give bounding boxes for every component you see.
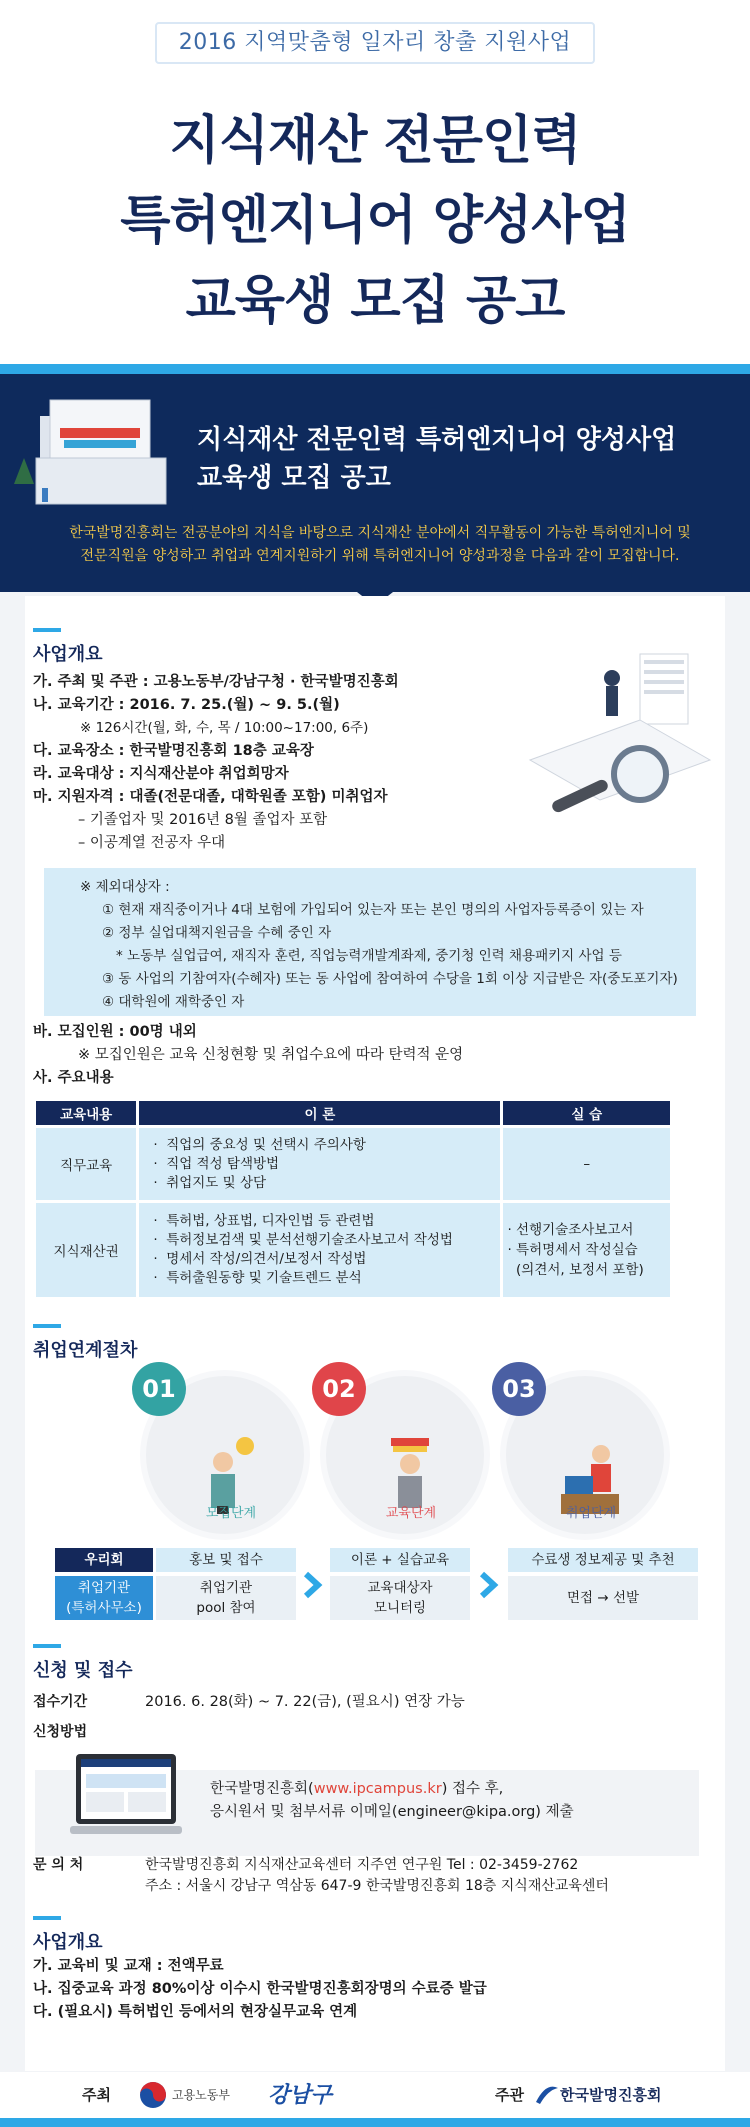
table-cell-name: 지식재산권 [36,1203,136,1297]
table-cell-name: 직무교육 [36,1128,136,1200]
theory-item: · 특허정보검색 및 분석선행기술조사보고서 작성법 [153,1232,453,1248]
theory-text: 명세서 작성/의견서/보정서 작성법 [166,1251,367,1267]
intro-line-2: 전문직원을 양성하고 취업과 연계지원하기 위해 특허엔지니어 양성과정을 다음과 같이 모집합니다. [80,548,680,564]
table-header: 이 론 [139,1101,500,1125]
flow-partner [55,1576,153,1620]
table-cell-practice: – [503,1128,670,1200]
ipcampus-link[interactable]: www.ipcampus.kr [313,1781,442,1797]
overview-line: 라. 교육대상 : 지식재산분야 취업희망자 [33,766,289,782]
band-title-line-2: 교육생 모집 공고 [197,463,391,493]
chevron-right-icon [298,1570,328,1600]
title-line-1: 지식재산 전문인력 [169,111,581,171]
organizer-label: 주관 [495,2086,524,2104]
flow-col1-title: 홍보 및 접수 [156,1548,296,1572]
recruit-note: ※ 모집인원은 교육 신청현황 및 취업수요에 따라 탄력적 운영 [78,1047,464,1063]
overview-line: – 기졸업자 및 2016년 8월 졸업자 포함 [78,812,328,828]
contact-line-2: 주소 : 서울시 강남구 역삼동 647-9 한국발명진흥회 18층 지식재산교육센터 [145,1878,609,1894]
period-value: 2016. 6. 28(화) ~ 7. 22(금), (필요시) 연장 가능 [145,1694,465,1710]
theory-text: 특허정보검색 및 분석선행기술조사보고서 작성법 [166,1232,453,1248]
accent-bar [0,364,750,374]
band-intro [40,522,720,568]
theory-item: · 직업의 중요성 및 선택시 주의사항 [153,1136,366,1153]
theory-text: 직업의 중요성 및 선택시 주의사항 [166,1136,366,1153]
theory-text: 취업지도 및 상담 [166,1174,267,1191]
overview-heading: 사업개요 [33,640,103,666]
practice-text: · 선행기술조사보고서 [507,1222,634,1238]
exclusion-item: ③ 동 사업의 기참여자(수혜자) 또는 동 사업에 참여하여 수당을 1회 이상 지급받은 자(중도포기자) [102,971,678,987]
curriculum-table [33,1098,673,1300]
flow-us-label: 우리회 [55,1548,153,1572]
table-row [36,1128,670,1200]
exclusion-box [44,868,696,1016]
theory-text: 직업 적성 탐색방법 [166,1155,280,1172]
flow-col2-title: 이론 + 실습교육 [330,1548,470,1572]
period-label: 접수기간 [33,1694,88,1710]
intro-line-1: 한국발명진흥회는 전공분야의 지식을 바탕으로 지식재산 분야에서 직무활동이 가능한 특허엔지니어 및 [69,525,691,541]
flow-col3: 면접 → 선발 [508,1576,698,1620]
method-label: 신청방법 [33,1724,88,1740]
flow-col2 [330,1576,470,1620]
step-label: 취업단계 [565,1506,617,1521]
folder-illustration-icon [10,388,180,508]
step-label: 교육단계 [385,1506,437,1521]
practice-text: · 특허명세서 작성실습 [507,1242,638,1258]
taegeuk-logo-icon [138,2080,168,2110]
content-label: 사. 주요내용 [33,1070,114,1086]
flow-col3-title: 수료생 정보제공 및 추천 [508,1548,698,1572]
contact-line-1: 한국발명진흥회 지식재산교육센터 지주연 연구원 Tel : 02-3459-2762 [145,1857,579,1873]
overview-line: – 이공계열 전공자 우대 [78,835,226,851]
partner-line: 취업기관 [77,1580,131,1596]
flow-text: 취업기관 [199,1580,253,1596]
exclusion-title: ※ 제외대상자 : [80,879,170,895]
program-subtitle: 2016 지역맞춤형 일자리 창출 지원사업 [155,22,595,64]
flow-text: 교육대상자 [367,1580,433,1596]
table-header-row [36,1101,670,1125]
band-title [197,421,676,497]
table-row [36,1203,670,1297]
org-gangnam: 강남구 [268,2083,332,2108]
overview2-line: 나. 집중교육 과정 80%이상 이수시 한국발명진흥회장명의 수료증 발급 [33,1981,487,1997]
kipa-logo-icon [534,2082,560,2106]
theory-text: 특허법, 상표법, 디자인법 등 관련법 [166,1213,375,1229]
process-heading: 취업연계절차 [33,1336,137,1362]
overview-line: 마. 지원자격 : 대졸(전문대졸, 대학원졸 포함) 미취업자 [33,789,388,805]
contact-label: 문 의 처 [33,1857,84,1873]
band-title-line-1: 지식재산 전문인력 특허엔지니어 양성사업 [197,425,677,455]
table-header: 교육내용 [36,1101,136,1125]
theory-item: · 직업 적성 탐색방법 [153,1155,280,1172]
step-education [320,1370,490,1540]
title-line-3: 교육생 모집 공고 [185,271,565,331]
method-text: ) 접수 후, [441,1781,504,1797]
host-label: 주최 [82,2086,111,2104]
theory-item: · 특허출원동향 및 기술트렌드 분석 [153,1270,362,1286]
flow-text: 모니터링 [373,1600,427,1616]
exclusion-item: ④ 대학원에 재학중인 자 [102,994,245,1010]
recruit-count: 바. 모집인원 : 00명 내외 [33,1024,197,1040]
org-kipa: 한국발명진흥회 [560,2086,662,2104]
laptop-icon [70,1752,182,1844]
step-number: 02 [312,1362,366,1416]
theory-item: · 취업지도 및 상담 [153,1174,267,1191]
chevron-right-icon [474,1570,504,1600]
partner-line: (특허사무소) [66,1600,142,1616]
bottom-accent-bar [0,2118,750,2127]
theory-text: 특허출원동향 및 기술트렌드 분석 [166,1270,362,1286]
step-number: 01 [132,1362,186,1416]
overview-line: 가. 주최 및 주관 : 고용노동부/강남구청 · 한국발명진흥회 [33,674,399,690]
step-label: 모집단계 [205,1506,257,1521]
table-cell-practice [503,1203,670,1297]
org-moel: 고용노동부 [172,2088,230,2102]
table-header: 실 습 [503,1101,670,1125]
method-line-2: 응시원서 및 첨부서류 이메일(engineer@kipa.org) 제출 [210,1804,574,1820]
apply-heading: 신청 및 접수 [33,1656,132,1682]
practice-text: (의견서, 보정서 포함) [507,1262,644,1278]
step-number: 03 [492,1362,546,1416]
theory-item: · 특허법, 상표법, 디자인법 등 관련법 [153,1213,375,1229]
theory-item: · 명세서 작성/의견서/보정서 작성법 [153,1251,367,1267]
method-line-1 [210,1779,503,1800]
overview2-line: 가. 교육비 및 교재 : 전액무료 [33,1958,224,1974]
top-header [0,0,750,370]
table-cell-theory [139,1128,500,1200]
flow-text: pool 참여 [196,1600,256,1616]
overview-line: ※ 126시간(월, 화, 수, 목 / 10:00~17:00, 6주) [80,720,369,736]
title-line-2: 특허엔지니어 양성사업 [120,191,630,251]
step-recruit [140,1370,310,1540]
exclusion-subnote: * 노동부 실업급여, 재직자 훈련, 직업능력개발계좌제, 중기청 인력 채용패키지 사업 등 [116,948,622,964]
overview-line: 나. 교육기간 : 2016. 7. 25.(월) ~ 9. 5.(월) [33,697,340,713]
flow-col1 [156,1576,296,1620]
magnifier-illustration-icon [520,650,720,850]
table-cell-theory [139,1203,500,1297]
exclusion-item: ① 현재 재직중이거나 4대 보험에 가입되어 있는자 또는 본인 명의의 사업자등록증이 있는 자 [102,902,644,918]
step-employment [500,1370,670,1540]
overview2-heading: 사업개요 [33,1928,103,1954]
intro-band [0,374,750,592]
overview-line: 다. 교육장소 : 한국발명진흥회 18층 교육장 [33,743,314,759]
method-text: 한국발명진흥회( [210,1781,314,1797]
exclusion-item: ② 정부 실업대책지원금을 수혜 중인 자 [102,925,332,941]
overview2-line: 다. (필요시) 특허법인 등에서의 현장실무교육 연계 [33,2004,358,2020]
